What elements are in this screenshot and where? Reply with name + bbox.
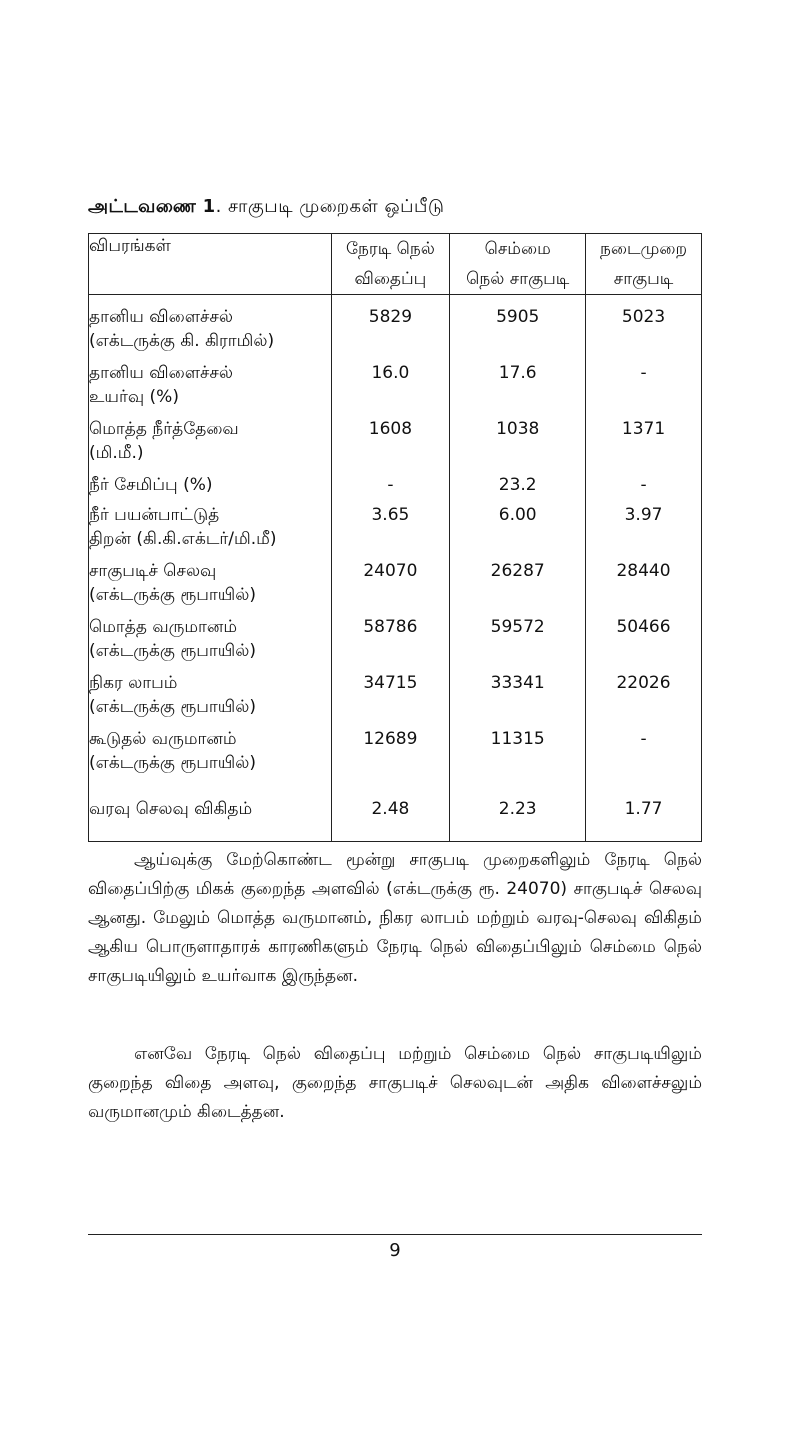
row-value: 16.0	[331, 361, 450, 417]
header-sri-line2: நெல் சாகுபடி	[466, 269, 570, 289]
footer-rule	[88, 1234, 702, 1235]
header-conventional-line2: சாகுபடி	[613, 269, 674, 289]
row-value: 5023	[586, 295, 702, 362]
row-label-line: வரவு செலவு விகிதம்	[89, 799, 253, 819]
row-label-line: நீர் பயன்பாட்டுத்	[89, 505, 220, 525]
row-value: 11315	[450, 727, 586, 783]
row-label-line: மொத்த நீர்த்தேவை	[89, 419, 239, 439]
row-value: -	[586, 727, 702, 783]
row-label	[89, 615, 332, 671]
row-label	[89, 727, 332, 783]
paragraph-1: ஆய்வுக்கு மேற்கொண்ட மூன்று சாகுபடி முறைகளிலும் நேரடி நெல் விதைப்பிற்கு மிகக் குறைந்த அளவில் (எக்டருக்கு ரூ. 24070) சாகுபடிச் செலவு ஆனது. மேலும் மொத்த வருமானம், நிகர லாபம் மற்றும் வரவு-செலவு விகிதம் ஆகிய பொருளாதாரக் காரணிகளும் நேரடி நெல் விதைப்பிலும் செம்மை நெல் சாகுபடியிலும் உயர்வாக இருந்தன.	[88, 850, 702, 986]
row-label	[89, 559, 332, 615]
header-conventional-line1: நடைமுறை	[600, 239, 688, 259]
row-value: 28440	[586, 559, 702, 615]
paragraph-2: எனவே நேரடி நெல் விதைப்பு மற்றும் செம்மை நெல் சாகுபடியிலும் குறைந்த விதை அளவு, குறைந்த சாகுபடிச் செலவுடன் அதிக விளைச்சலும் வருமானமும் கிடைத்தன.	[88, 1044, 702, 1122]
table-row	[89, 361, 702, 417]
row-value: 6.00	[450, 503, 586, 559]
row-value: 2.48	[331, 783, 450, 842]
row-label-line: நீர் சேமிப்பு (%)	[89, 475, 213, 495]
row-label-line: மொத்த வருமானம்	[89, 617, 238, 637]
header-sri	[450, 234, 586, 295]
header-details	[89, 234, 332, 295]
row-value: 23.2	[450, 473, 586, 503]
header-details-text: விபரங்கள்	[89, 236, 171, 256]
row-value: 1608	[331, 417, 450, 473]
row-label-line: (மி.மீ.)	[89, 443, 144, 463]
row-label	[89, 783, 332, 842]
row-value: 3.97	[586, 503, 702, 559]
row-label	[89, 295, 332, 362]
row-label-line: (எக்டருக்கு கி. கிராமில்)	[89, 331, 275, 351]
row-value: 34715	[331, 671, 450, 727]
table-row	[89, 615, 702, 671]
row-label-line: தானிய விளைச்சல்	[89, 363, 233, 383]
table-row	[89, 503, 702, 559]
row-label-line: சாகுபடிச் செலவு	[89, 561, 217, 581]
row-value: -	[331, 473, 450, 503]
row-value: 12689	[331, 727, 450, 783]
row-label-line: திறன் (கி.கி.எக்டர்/மி.மீ)	[89, 529, 277, 549]
table-row	[89, 671, 702, 727]
row-label-line: நிகர லாபம்	[89, 673, 178, 693]
caption-text: . சாகுபடி முறைகள் ஒப்பீடு	[215, 196, 445, 217]
caption-label: அட்டவணை	[88, 196, 197, 217]
row-value: 2.23	[450, 783, 586, 842]
table-header-row	[89, 234, 702, 295]
row-value: -	[586, 473, 702, 503]
table-row	[89, 783, 702, 842]
row-label-line: (எக்டருக்கு ரூபாயில்)	[89, 641, 257, 661]
row-value: 50466	[586, 615, 702, 671]
row-value: 26287	[450, 559, 586, 615]
header-sri-line1: செம்மை	[484, 239, 551, 259]
page-number: 9	[389, 1240, 401, 1261]
row-value: 1.77	[586, 783, 702, 842]
table-row	[89, 727, 702, 783]
comparison-table	[88, 233, 702, 842]
row-label-line: (எக்டருக்கு ரூபாயில்)	[89, 697, 257, 717]
row-label-line: (எக்டருக்கு ரூபாயில்)	[89, 585, 257, 605]
row-value: 5829	[331, 295, 450, 362]
table-row	[89, 473, 702, 503]
row-value: 1371	[586, 417, 702, 473]
row-value: 24070	[331, 559, 450, 615]
table-row	[89, 295, 702, 362]
row-value: 33341	[450, 671, 586, 727]
row-label-line: உயர்வு (%)	[89, 387, 179, 407]
row-label	[89, 503, 332, 559]
row-label	[89, 671, 332, 727]
table-row	[89, 417, 702, 473]
row-value: -	[586, 361, 702, 417]
row-label-line: தானிய விளைச்சல்	[89, 307, 233, 327]
row-value: 22026	[586, 671, 702, 727]
table-caption	[88, 196, 444, 219]
row-value: 58786	[331, 615, 450, 671]
caption-number: 1	[202, 196, 216, 217]
row-value: 5905	[450, 295, 586, 362]
row-value: 17.6	[450, 361, 586, 417]
table-row	[89, 559, 702, 615]
row-label-line: கூடுதல் வருமானம்	[89, 729, 237, 749]
header-direct-seeding	[331, 234, 450, 295]
header-direct-seeding-line1: நேரடி நெல்	[345, 239, 435, 259]
row-value: 3.65	[331, 503, 450, 559]
row-label	[89, 361, 332, 417]
row-value: 1038	[450, 417, 586, 473]
row-label-line: (எக்டருக்கு ரூபாயில்)	[89, 753, 257, 773]
row-label	[89, 473, 332, 503]
header-conventional	[586, 234, 702, 295]
header-direct-seeding-line2: விதைப்பு	[354, 269, 427, 289]
row-label	[89, 417, 332, 473]
row-value: 59572	[450, 615, 586, 671]
